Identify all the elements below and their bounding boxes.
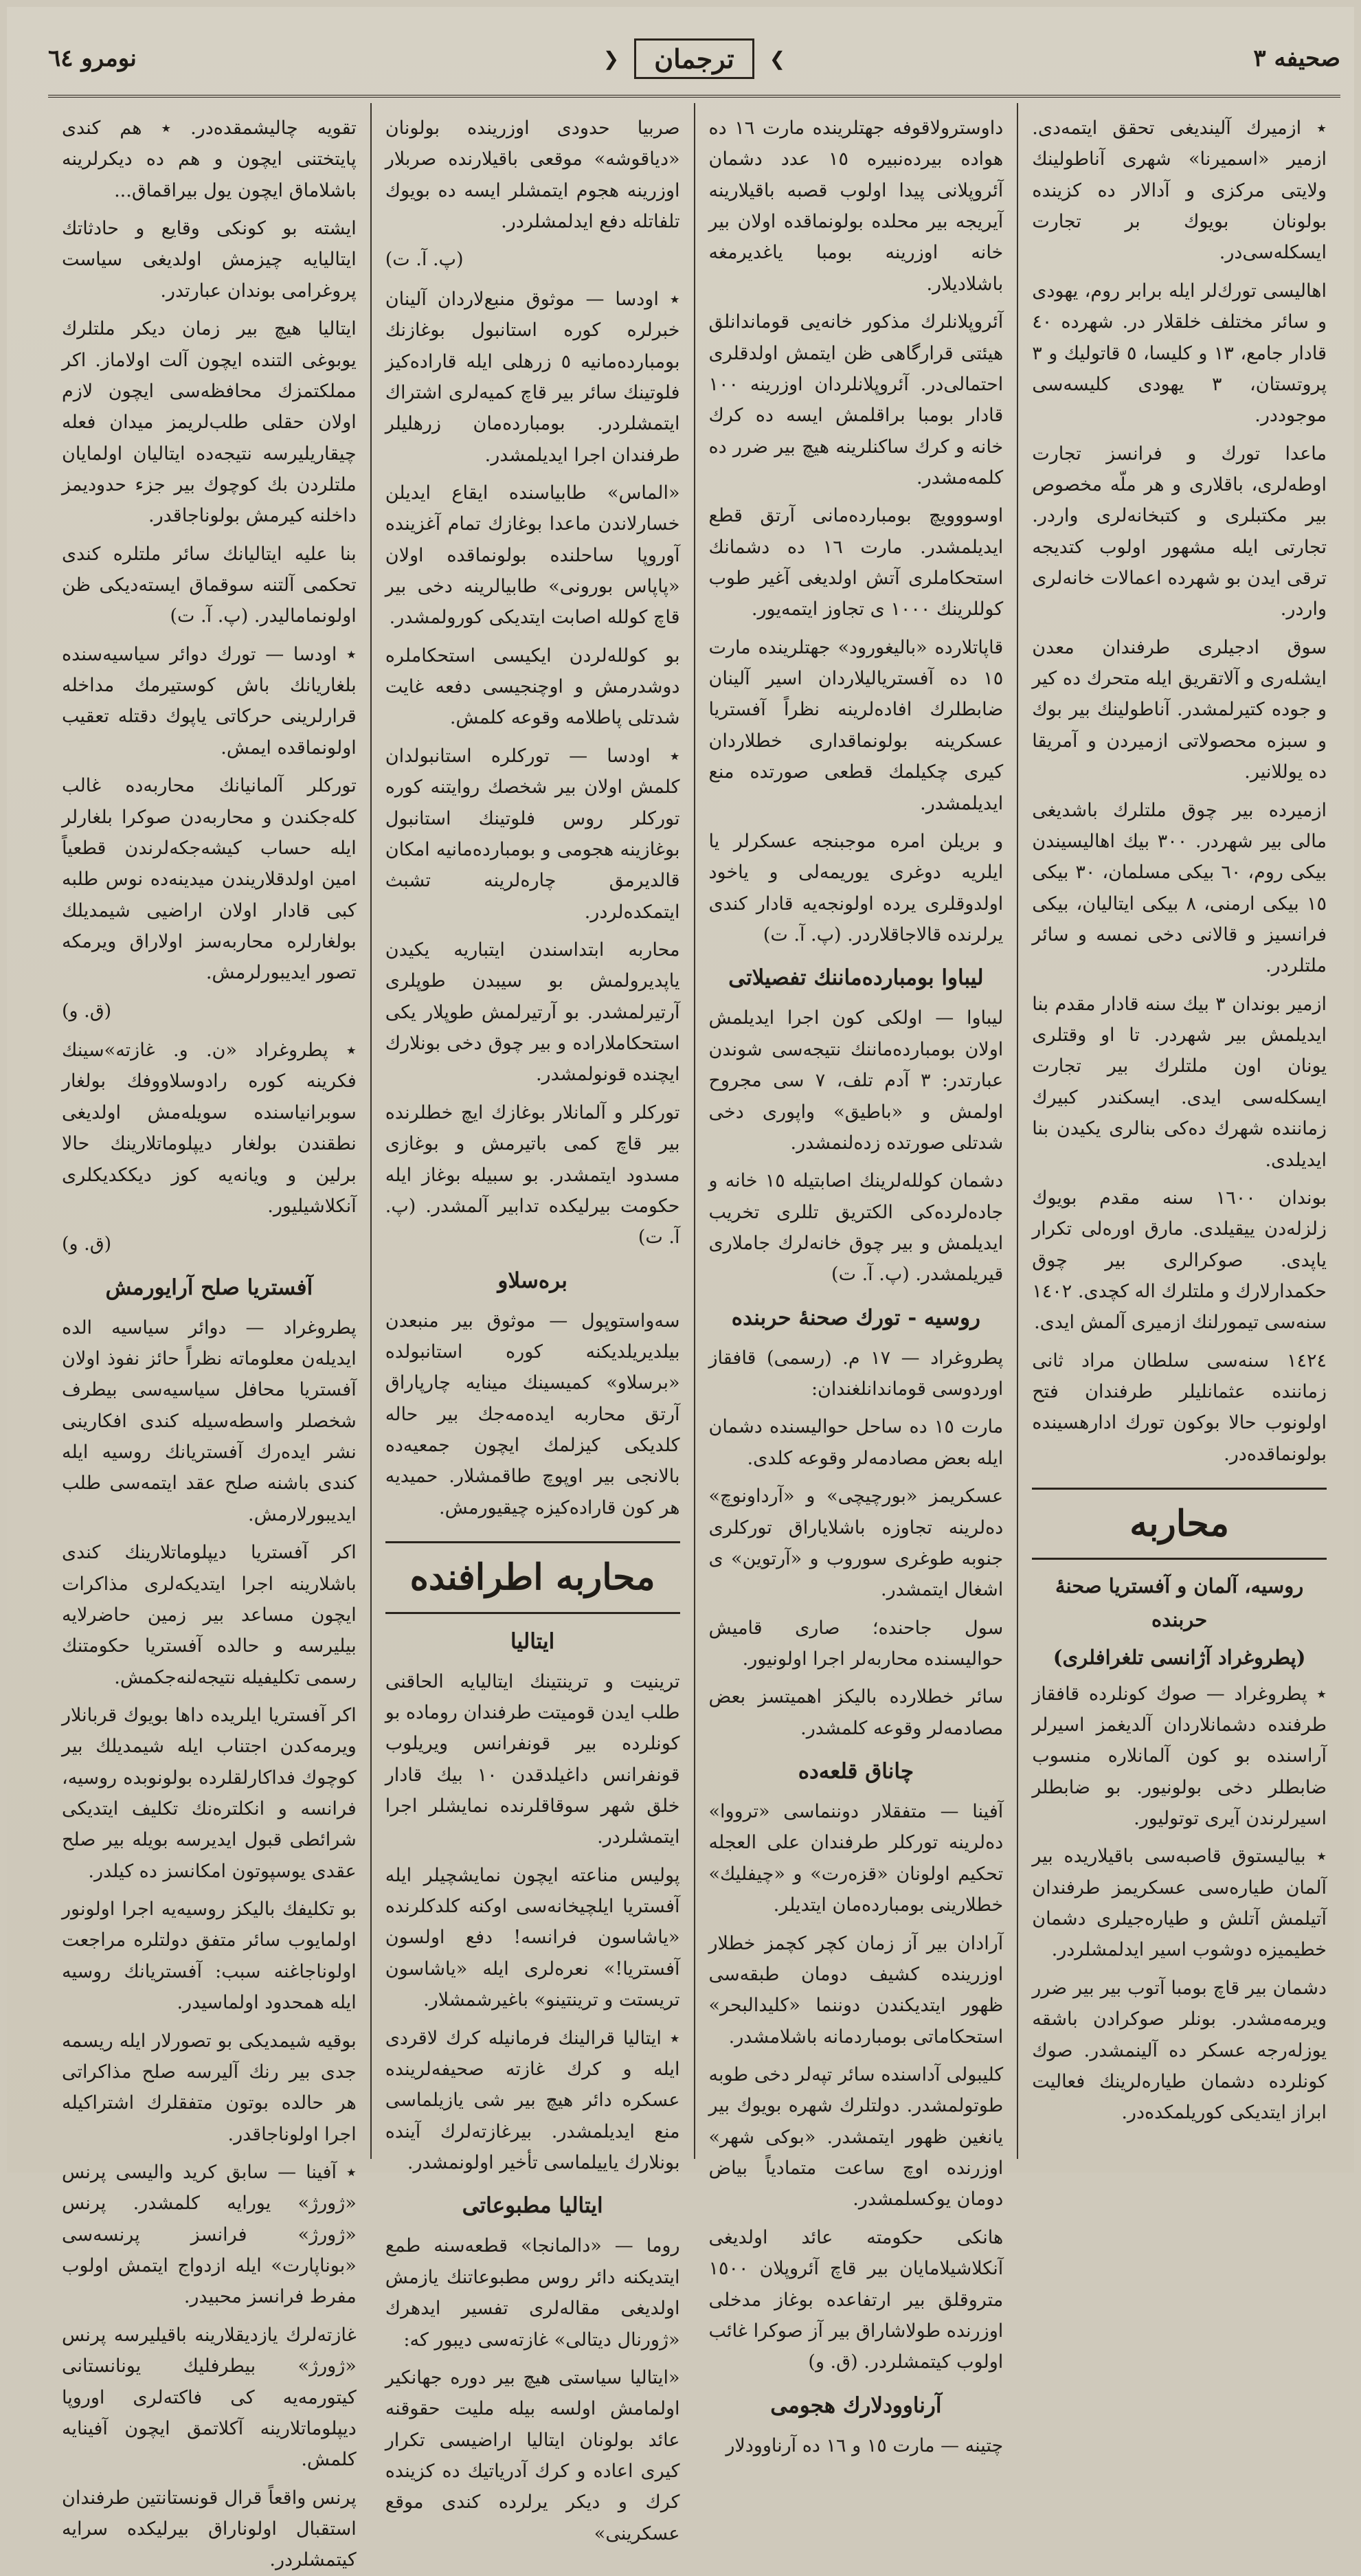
- article-paragraph: بو کولله‌لردن ایکیسی استحکاملره دوشدرمش و اوچنجیسی دفعه غایت شدتلی پاطلامه وقوعه کلمش.: [385, 645, 680, 729]
- article-paragraph: «ایتالیا سیاستی هیچ بیر دوره جهانکیر اولمامش اولسه بیله ملیت حقوقنه عائد بولونان ایتالیا اراضیسی تکرار کیری اعاده و کرك آدریاتیك ده کزینده کرك و دیکر یرلرده کندی موقع عسکرینی»: [385, 2366, 680, 2544]
- ornament-icon: ❯: [769, 47, 786, 70]
- section-heading: روسیه - تورك صحنهٔ حربنده: [731, 1305, 980, 1330]
- article-paragraph: تقویه چالیشمقده‌در. ٭ هم کندی پایتختنی ایچون و هم ده دیکرلرینه باشلاماق ایچون یول بیراقماق...: [62, 117, 357, 201]
- section-heading: آرناوودلارك هجومی: [770, 2393, 942, 2418]
- article-paragraph: تورکلر و آلمانلار بوغازك ایچ خطلرنده بیر قاچ کمی باتیرمش و بوغازی مسدود ایتمشدر. بو سبیله بوغاز ایله حکومت بیرلیكده تدابیر آلمشدر. (پ. آ. ت): [385, 1101, 680, 1248]
- article-paragraph: آئروپلانلرك مذکور خانه‌یی قوماندانلق هیئتی قرارگاهی ظن ایتمش اولدقلری احتمالی‌در. آئروپلانلردان اوزرینه ١٠٠ قادار بومبا براقلمش ایسه ده کرك خانه و کرك ساکنلرینه هیچ بیر ضرر ده کلمه‌مشدر.: [708, 311, 1004, 489]
- article-paragraph: آرادان بیر آز زمان کچر کچمز خطلار اوزرینده کشیف دومان طبقه‌سی ظهور ایتدیکندن دوننما «کلیدالبحر» استحکاماتی بومباردمانه باشلامشدر.: [708, 1932, 1004, 2048]
- article-paragraph: دشمان کولله‌لرینك اصابتیله ١٥ خانه و جاده‌لرده‌کی الکتریق تللری تخریب ایدیلمش و بیر چوق خانه‌لرك جاملاری قیریلمشدر. (پ. آ. ت): [708, 1170, 1004, 1286]
- section-heading: لیباوا بومبارده‌ماننك تفصیلاتی: [728, 965, 984, 991]
- article-paragraph: ٭ پطروغراد «ن. و. غازته‌»سینك فکرینه کوره رادوسلاووفك بولغار سوبرانیاسنده سویله‌مش اولدیغی نطقندن بولغار دیپلوماتلارینك حالا برلین و ویانه‌یه کوز دیککدیکلری آنکلاشیلیور.: [62, 1040, 357, 1217]
- article-paragraph: ٭ اودسا — تورك دوائر سیاسیه‌سنده بلغاریانك باش کوستیرمك مداخله قرارلرینی حرکاتی یاپوك دقتله تعقیب اولونماقده ایمش.: [62, 643, 357, 759]
- section-banner: محاربه: [1032, 1488, 1327, 1560]
- ornament-icon: ❮: [603, 47, 620, 70]
- article-paragraph: سائر خطلارده بالیکز اهمیتسز بعض مصادمه‌لر وقوعه کلمشدر.: [708, 1686, 1004, 1739]
- section-subheading: روسیه، آلمان و آفستریا صحنهٔ حربنده: [1055, 1574, 1304, 1632]
- article-paragraph: قاپاتلارده «بالیغورود» جهتلرینده مارت ١٥ ده آفستریالیلاردان اسیر آلینان ضابطلرك افاده‌لرینه نظراً آفستریا عسکرینه بولونماقداری خطلاردان کیری چکیلمك قطعی صورتده منع ایدیلمشدر.: [708, 636, 1004, 814]
- section-banner: محاربه اطرافنده: [385, 1541, 680, 1613]
- article-paragraph: ٭ آفینا — سابق کرید والیسی پرنس «ژورژ» یورایه کلمشدر. پرنس «ژورژ» فرانسز پرنسه‌سی «بوناپارت» ایله ازدواج ایتمش اولوب مفرط فرانسز محبیدر.: [62, 2162, 357, 2308]
- article-paragraph: بنا علیه ایتالیانك سائر ملتلره کندی تحکمی آلتنه سوقماق ایسته‌دیکی ظن اولونمامالیدر. (پ. آ. ت): [62, 543, 357, 627]
- article-paragraph: اکر آفستریا دیپلوماتلارینك کندی باشلارینه اجرا ایتدیکه‌لری مذاکرات ایچون مساعد بیر زمین حاضرلایه بیلیرسه و حالده آفستریا حکومتنك رسمی تکلیفیله نتیجه‌لنه‌جکمش.: [62, 1542, 357, 1688]
- section-heading: آفستریا صلح آرایورمش: [105, 1275, 313, 1300]
- article-paragraph: پرنس واقعاً قرال قونستانتین طرفندان استقبال اولوناراق بیرلیکده سرایه کیتمشلردر.: [62, 2487, 357, 2571]
- page-number: صحیفه ۳: [1253, 45, 1340, 72]
- article-paragraph: هانکی حکومته عائد اولدیغی آنکلاشیلامایان بیر قاچ آئروپلان ١٥٠٠ متروقلق بیر ارتفاعده بوغاز مدخلی اوزرنده طولاشاراق بیر آز صوکرا غائب اولوب کیتمشلردر. (ق. و): [708, 2226, 1004, 2373]
- article-paragraph: بو تکلیفك بالیکز روسیه‌یه اجرا اولونور اولمایوب سائر متفق دولتلره مراجعت اولوناجاغنه سبب: آفستریانك روسیه ایله همحدود اولماسیدر.: [62, 1899, 357, 2014]
- article-paragraph: اکر آفستریا ایلریده داها بویوك قربانلار ویرمه‌کدن اجتناب ایله شیمدیلك بیر کوچوك فداکارلقلرده بولونوبده روسیه، فرانسه و انکلتره‌نك تکلیف ایتدیکی شرائطی قبول ایدیرسه بویله بیر صلح عقدی یوسپوتون امکانسز ده کیلدر.: [62, 1704, 357, 1882]
- article-paragraph: ٭ بیالیستوق قاصبه‌سی باقیلاریده بیر آلمان طیاره‌سی عسکریمز طرفندان آتیلمش آتلش و طیاره‌جیلری دشمان خطیمیزه دوشوب اسیر ایدلمشلردر.: [1032, 1846, 1327, 1961]
- article-paragraph: ٭ ایتالیا قرالینك فرمانیله کرك لاقردی ایله و کرك غازته صحیفه‌لرینده عسکره دائر هیچ بیر شی یازیلماسی منع ایدیلمشدر. بیرغازته‌لرك آینده بونلارك یاییلماسی تأخیر اولونمشدر.: [385, 2027, 680, 2173]
- article-paragraph: مارت ١٥ ده ساحل حوالیسنده دشمان ایله بعض مصادمه‌لر وقوعه کلدی.: [708, 1416, 1004, 1469]
- article-paragraph: تورکلر آلمانیانك محاربه‌ده غالب کلەجکندن و محاربه‌دن صوکرا بلغارلر ایله حساب کیشه‌جکه‌لرندن قطعیاً امین اولدقلاریندن میدینه‌ده نوس طلبه کبی قادار اولان اراضیی شیمدیلك بولغارلره محاربه‌سز اولاراق ویرمکه تصور ایدیبورلرمش.: [62, 775, 357, 984]
- agency-credit: (پ. آ. ت): [385, 249, 464, 271]
- article-paragraph: سول جاحنده؛ صاری قامیش حوالیسنده محاربه‌لر اجرا اولونیور.: [708, 1617, 1004, 1670]
- article-paragraph: محاربه ابتداسندن ایتباریه یکیدن یاپدیرولمش بو سیبدن طوپلری آرتیرلمشدر. بو آرتیرلمش طوپلار یکی استحکاملاراده و بیر چوق دخی بونلارك ایچنده قونولمشدر.: [385, 939, 680, 1086]
- article-paragraph: بوندان ١٦٠٠ سنه مقدم بویوك زلزله‌دن ییقیلدی. مارق اوره‌لی تکرار یاپدی. صوکرالری بیر چوق حکمدارلارك و ملتلرك اله کچدی. ١٤٠٢ سنه‌سی تیمورلنك ازمیری آلمش ایدی.: [1032, 1187, 1327, 1334]
- article-paragraph: ٭ پطروغراد — صوك کونلرده قافقاز طرفنده دشمانلاردان آلدیغمز اسیرلر آراسنده بو کون آلمانلاره منسوب ضابطلر دخی بولونیور. بو ضابطلر اسیرلرندن آیری توتولیور.: [1032, 1683, 1327, 1830]
- article-paragraph: کلیبولی آداسنده سائر تپه‌لر دخی طوبه طوتولمشدر. دولتلرك شهره بویوك بیر یانغین ظهور ایتمشدر. «بوکی شهر» اوزرنده اوچ ساعت متمادیاً بیاض دومان یوکسلمشدر.: [708, 2064, 1004, 2210]
- article-paragraph: ازمیرده بیر چوق ملتلرك باشدیغی مالی بیر شهردر. ٣٠٠ بیك اهالیسیندن بیکی روم، ٦٠ بیکی مسلمان، ٣٠ بیکی ١٥ بیکی ارمنی، ٨ بیکی ایتالیان، بیکی فرانسیز و قالانی دخی نمسه و سائر ملتلردر.: [1032, 799, 1327, 977]
- newspaper-title: ترجمان: [634, 38, 754, 79]
- column-2: [694, 103, 1017, 2456]
- issue-number: نومرو ٦٤: [48, 45, 137, 72]
- article-paragraph: بوقیه شیمدیکی بو تصورلار ایله ریسمه جدی بیر رنك آلیرسه صلح مذاکراتی هر حالده بوتون متفقلرك اشتراکیله اجرا اولوناجاقدر.: [62, 2030, 357, 2145]
- header-rule: [48, 95, 1340, 98]
- article-paragraph: اهالیسی تورك‌لر ایله برابر روم، یهودی و سائر مختلف خلقلار در. شهرده ٤٠ قادار جامع، ١٣ و کلیسا، ٥ قاتولیك و ٣ پروتستان، ٣ یهودی کلیسه‌سی موجوددر.: [1032, 280, 1327, 427]
- article-paragraph: پطروغراد — ١٧ م. (رسمی) قافقاز اوردوسی قوماندانلغندان:: [708, 1347, 1004, 1400]
- article-paragraph: ازمیر بوندان ٣ بیك سنه قادار مقدم بنا ایدیلمش بیر شهردر. تا او وقتلری یونان اون ملتلرك بیر تجارت ایسکله‌سی ایدی. ایسکندر کبیرك زماننده شهرك ده‌کی بنالری یکیدن بنا ایدیلدی.: [1032, 993, 1327, 1171]
- section-subheading: (پطروغراد آژانسی تلغرافلری): [1053, 1645, 1306, 1669]
- article-paragraph: سوق ادجیلری طرفندان معدن ایشله‌ری و آلاتقریق ایله متحرك ده کیر و جوده کتیرلمشدر. آناطولینك بیر بوك و سبزه محصولاتی ازمیردن و آمریقا ده یوللانیر.: [1032, 636, 1327, 783]
- article-paragraph: داوسترولاقوفه جهتلرینده مارت ١٦ ده هواده بیرده‌نبیره ١٥ عدد دشمان آئروپلانی پیدا اولوب قصبه باقیلارینه آیریجه بیر محلده بولونماقده اولان بیر خانه اوزرینه بومبا یاغدیرمغه باشلادیلار.: [708, 117, 1004, 295]
- section-heading: ایتالیا مطبوعاتی: [462, 2193, 603, 2219]
- article-columns: [48, 103, 1340, 2571]
- article-paragraph: ٭ اودسا — موثوق منبع‌لاردان آلینان خبرلره کوره استانبول بوغازنك بومبارده‌مانیه ٥ زرهلی ایله قاراده‌کیز فلوتینك سائر بیر قاچ کمیه‌لری اشتراك ایتمشلردر. بومبارده‌مان زرهلیلر طرفندان اجرا ایدیلمشدر.: [385, 288, 680, 466]
- article-paragraph: ١٤٢٤ سنه‌سی سلطان مراد ثانی زماننده عثمانلیلر طرفندان فتح اولونوب حالا بوکون تورك ادارهسینده بولونماقده‌در.: [1032, 1349, 1327, 1465]
- article-paragraph: و بریلن امره موجبنجه عسکرلر یا ایلریه دوغری یوریمه‌لی و یاخود اولدوقلری یرده اولونجه‌یه قادار کندی یرلرنده قالاجاقلاردر. (پ. آ. ت): [708, 830, 1004, 945]
- article-paragraph: اوسووویچ بومبارده‌مانی آرتق قطع ایدیلمشدر. مارت ١٦ ده دشمانك استحکاملری آتش اولدیغی آغیر طوب کوللرینك ١٠٠٠ ی تجاوز ایتمه‌یور.: [708, 505, 1004, 620]
- article-paragraph: عسکریمز «بورچیچی» و «آرداونوچ» ده‌لرینه تجاوزه باشلایاراق تورکلری جنوبه طوغری سوروب و «آرتوین» ی اشغال ایتمشدر.: [708, 1486, 1004, 1601]
- article-paragraph: آفینا — متفقلار دوننماسی «ترووا» ده‌لرینه تورکلر طرفندان علی العجله تحکیم اولونان «قزه‌رت» و «چیفلیك» خطلارینی بومبارده‌مان ایتدیلر.: [708, 1801, 1004, 1916]
- article-paragraph: پطروغراد — دوائر سیاسیه الده ایدیلەن معلوماته نظراً حائز نفوذ اولان آفستریا محافل سیاسیه‌سی بیطرف شخصلر واسطه‌سیله کندی افکارینی نشر ایده‌رك آفستریانك روسیه ایله کندی باشنه صلح عقد ایتمه‌سی طلب ایدیبورلارمش.: [62, 1317, 357, 1525]
- column-1: [1017, 103, 1340, 2159]
- article-paragraph: غازته‌لرك یازدیقلارینه باقیلیرسه پرنس «ژورژ» بیطرفلیك یونانستانی کیتورمه‌یه کی فاکته‌لری اوروپا دیپلوماتلارینه آکلاتمق ایچون آفینایه کلمش.: [62, 2324, 357, 2471]
- article-paragraph: روما — «دالمانجا» قطعه‌سنه طمع ایتدیکنه دائر روس مطبوعاتنك یازمش اولدیغی مقاله‌لری تفسیر ایدهرك «ژورنال دیتالی» غازته‌سی دیبور که:: [385, 2235, 680, 2351]
- article-paragraph: ماعدا تورك و فرانسز تجارت اوطه‌لری، باقلاری و هر ملّه مخصوص بیر مکتبلری و کتبخانه‌لری واردر. تجارتی ایله مشهور اولوب کتدیجه ترقی ایدن بو شهرده اعمالات خانه‌لری واردر.: [1032, 443, 1327, 620]
- article-paragraph: ٭ اودسا — تورکلره استانبولدان کلمش اولان بیر شخصك روایتنه کوره تورکلر روس فلوتینك استانبول بوغازینه هجومی و بومبارده‌مانیه امکان قالدیرمق چاره‌لرینه تشبث ایتمکده‌لردر.: [385, 745, 680, 923]
- article-paragraph: ترینیت و ترینتینك ایتالیایه الحاقنی طلب ایدن قومیتت طرفندان روماده بو کونلرده بیر قونفرانس ویریلوب قونفرانس داغیلدقدن ١٠ بیك قادار خلق شهر سوقاقلرنده نمایشلر اجرا ایتمشلردر.: [385, 1670, 680, 1848]
- title-block: [603, 38, 785, 79]
- newspaper-page: [7, 7, 1354, 2571]
- agency-credit: (ق. و): [62, 1233, 112, 1255]
- article-paragraph: ایشته بو کونکی وقایع و حادثاتك ایتالیایه چیزمش اولدیغی سیاست پروغرامی بوندان عبارتدر.: [62, 218, 357, 302]
- article-paragraph: سه‌واستوپول — موثوق بیر منبعدن بیلدیریلدیکنه کوره استانبولده «برسلاو» کمیسینك مینایه چارپاراق آرتق محاربه ایده‌مه‌جك بیر حاله کلدیکی کیزلمك ایچون جمعیه‌ده بالانجی بیر اوپوچ طاقمشلار. حمیدیه هر کون قاراده‌کیزه چیقیورمش.: [385, 1310, 680, 1519]
- column-4: [48, 103, 370, 2571]
- agency-credit: (ق. و): [62, 1000, 112, 1022]
- article-paragraph: لیباوا — اولکی کون اجرا ایدیلمش اولان بومبارده‌ماننك نتیجه‌سی شوندن عبارتدر: ٣ آدم تلف، ٧ سی مجروح اولمش و «باطیق» واپوری دخی شدتلی صورتده زده‌لنمشدر.: [708, 1007, 1004, 1154]
- section-heading: چاناق قلعه‌ده: [798, 1759, 914, 1784]
- article-paragraph: دشمان بیر قاچ بومبا آتوب بیر بیر ضرر ویرمه‌مشدر. بونلر صوکرادن باشقه یوزله‌رجه عسکر ده آلینمشدر. صوك کونلرده دشمان طیاره‌لرینك فعالیت ابراز ایتدیکی کوریلمکده‌در.: [1032, 1977, 1327, 2124]
- article-paragraph: چتینه — مارت ١٥ و ١٦ ده آرناوودلار: [726, 2434, 1004, 2456]
- section-heading: ایتالیا: [510, 1628, 555, 1654]
- masthead: [48, 21, 1340, 96]
- column-3: [370, 103, 694, 2544]
- article-paragraph: پولیس مناعته ایچون نمایشچیلر ایله آفستریا ایلچیخانه‌سی اوکنه کلدکلرنده «یاشاسون فرانسه! دفع اولسون آفستریا!» نعره‌لری ایله «یاشاسون تریستت و ترینتینو» باغیرشمشلار.: [385, 1864, 680, 2011]
- section-heading: بره‌سلاو: [497, 1268, 567, 1293]
- article-paragraph: صربیا حدودی اوزرینده بولونان «دیاقوشه» موقعی باقیلارنده صربلار اوزرینه هجوم ایتمشلر ایسه ده بویوك تلفاتله دفع ایدلمشلردر.: [385, 117, 680, 233]
- article-paragraph: «الماس» طابیاسنده ایقاع ایدیلن خسارلاندن ماعدا بوغازك تمام آغزینده آوروپا ساحلنده بولونماقده اولان «پاپاس بورونی» طابیالرینه دخی بیر قاچ کولله اصابت ایتدیکی کورولمشدر.: [385, 482, 680, 629]
- article-paragraph: ایتالیا هیچ بیر زمان دیکر ملتلرك یوبوغی التنده ایچون آلت اولاماز. اکر مملکتمزك محافظه‌سی ایچون لازم اولان حقلی طلب‌لریمز میدان فعله چیقاریلیرسه نتیجه‌ده ایتالیان اولمایان ملتلردن بك کوچوك بیر جزء حدودیمز داخلنه کیرمش بولوناجاقدر.: [62, 318, 357, 527]
- article-paragraph: ٭ ازمیرك آلیندیغی تحقق ایتمه‌دی. ازمیر «اسمیرنا» شهری آناطولینك ولایتی مرکزی و آدالار ده کزینده بولونان بویوك بر تجارت ایسکله‌سی‌در.: [1032, 117, 1327, 264]
